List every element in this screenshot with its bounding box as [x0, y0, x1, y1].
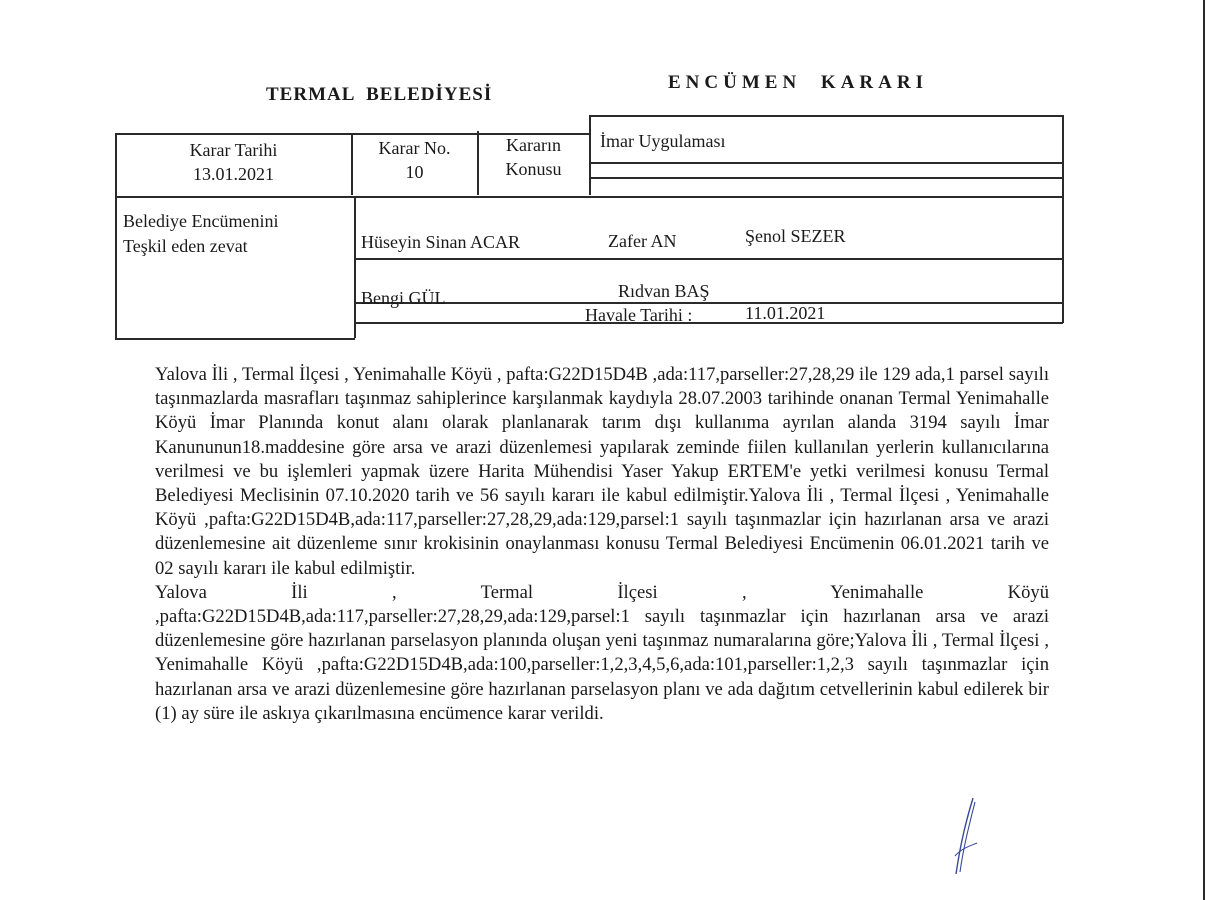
- table-divider: [590, 177, 1062, 179]
- number-label: Karar No.: [378, 138, 451, 158]
- table-divider: [590, 162, 1062, 164]
- decision-body: [155, 363, 1049, 726]
- signature-mark: [953, 796, 979, 876]
- decision-paragraph-opening: Yalova İli , Termal İlçesi , Yenimahalle Köyü: [155, 581, 1049, 603]
- committee-label-2: Teşkil eden zevat: [123, 236, 248, 256]
- table-border-right: [1062, 115, 1064, 323]
- subject-label-1: Kararın: [506, 135, 561, 155]
- table-divider: [354, 258, 1063, 260]
- subject-label-2: Konusu: [505, 159, 562, 179]
- decision-paragraph: ,pafta:G22D15D4B,ada:117,parseller:27,28,29,ada:129,parsel:1 sayılı taşınmazlar için hazırlanan arsa ve arazi düzenlemesine göre hazırlanan parselasyon planında oluşan yeni taşınmaz numaralarına göre;Yalova İli , Termal İlçesi , Yenimahalle Köyü ,pafta:G22D15D4B,ada:100,parseller:1,2,3,4,5,6,ada:101,parseller:1,2,3 sayılı taşınmazlar için hazırlanan arsa ve arazi düzenlemesine göre hazırlanan parselasyon planı ve ada dağıtım cetvellerinin kabul edilerek bir (1) ay süre ile askıya çıkarılmasına encümence karar verildi.: [155, 606, 1049, 724]
- table-divider: [354, 197, 356, 338]
- date-label: Karar Tarihi: [189, 140, 278, 160]
- committee-member: Rıdvan BAŞ: [618, 281, 710, 301]
- referral-date-label: Havale Tarihi :: [585, 305, 693, 325]
- committee-member: Zafer AN: [608, 231, 677, 251]
- table-border-top-right: [590, 115, 1062, 117]
- table-border-bottom-right: [354, 322, 1063, 324]
- table-border-bottom-left: [115, 338, 355, 340]
- page-edge: [1203, 0, 1205, 900]
- committee-member: Bengi GÜL: [361, 288, 446, 308]
- committee-member: Hüseyin Sinan ACAR: [361, 232, 521, 252]
- referral-date-value: 11.01.2021: [745, 303, 826, 323]
- decision-paragraph: Yalova İli , Termal İlçesi , Yenimahalle Köyü , pafta:G22D15D4B ,ada:117,parseller:27,28,29 ile 129 ada,1 parsel sayılı taşınmazlarda masrafları taşınmaz sahiplerince karşılanmak kaydıyla 28.07.2003 tarihinde onanan Termal Yenimahalle Köyü İmar Planında konut alanı olarak planlanarak tarım dışı kullanıma ayrılan alanda 3194 sayılı İmar Kanununun18.maddesine göre arsa ve arazi düzenlemesi yapılarak zeminde fiilen kullanılan yerlerin kullanıcılarına verilmesi ve bu işlemleri yapmak üzere Harita Mühendisi Yaser Yakup ERTEM'e yetki verilmesi konusu Termal Belediyesi Meclisinin 07.10.2020 tarih ve 56 sayılı kararı ile kabul edilmiştir.Yalova İli , Termal İlçesi , Yenimahalle Köyü ,pafta:G22D15D4B,ada:117,parseller:27,28,29,ada:129,parsel:1 sayılı taşınmazlar için hazırlanan arsa ve arazi düzenlemesine ait düzenleme sınır krokisinin onaylanması konusu Termal Belediyesi Encümenin 06.01.2021 tarih ve 02 sayılı kararı ile kabul edilmiştir.: [155, 364, 1049, 579]
- date-value: 13.01.2021: [193, 164, 274, 184]
- number-value: 10: [405, 162, 424, 182]
- committee-label-1: Belediye Encümenini: [123, 211, 279, 231]
- institution-title: TERMAL BELEDİYESİ: [266, 84, 493, 105]
- table-divider: [115, 196, 1062, 198]
- subject-value: İmar Uygulaması: [600, 131, 726, 151]
- table-divider: [589, 115, 591, 195]
- document-type-title: ENCÜMEN KARARI: [668, 72, 928, 93]
- committee-member: Şenol SEZER: [745, 226, 846, 246]
